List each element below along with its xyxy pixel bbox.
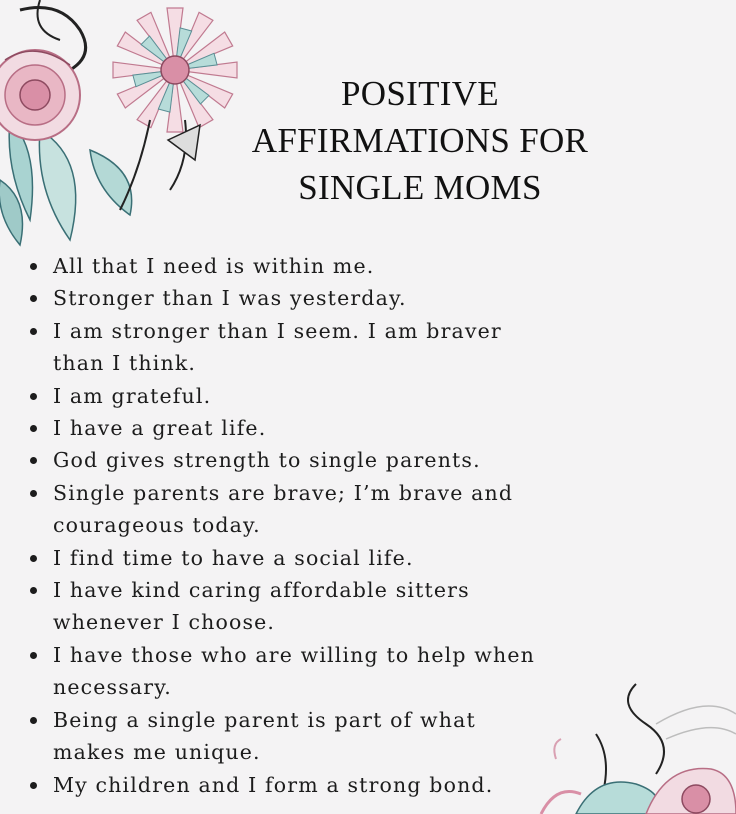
title-line-1: POSITIVE <box>341 74 499 113</box>
list-item: Single parents are brave; I’m brave and courageous today. <box>28 477 668 542</box>
list-item: I find time to have a social life. <box>28 542 668 574</box>
list-item: I have those who are willing to help when necessary. <box>28 639 668 704</box>
list-item: Stronger than I was yesterday. <box>28 282 668 314</box>
list-item: I am grateful. <box>28 380 668 412</box>
title-line-3: SINGLE MOMS <box>298 168 542 207</box>
list-item: I have a great life. <box>28 412 668 444</box>
floral-corner-icon <box>536 664 736 814</box>
page-title <box>190 70 650 211</box>
title-line-2: AFFIRMATIONS FOR <box>251 121 589 160</box>
list-item: I am stronger than I seem. I am braver than I think. <box>28 315 668 380</box>
list-item: All that I need is within me. <box>28 250 668 282</box>
list-item: Being a single parent is part of what makes me unique. <box>28 704 668 769</box>
list-item: My children and I form a strong bond. <box>28 769 668 801</box>
list-item: I have kind caring affordable sitters whenever I choose. <box>28 574 668 639</box>
list-item: God gives strength to single parents. <box>28 444 668 476</box>
